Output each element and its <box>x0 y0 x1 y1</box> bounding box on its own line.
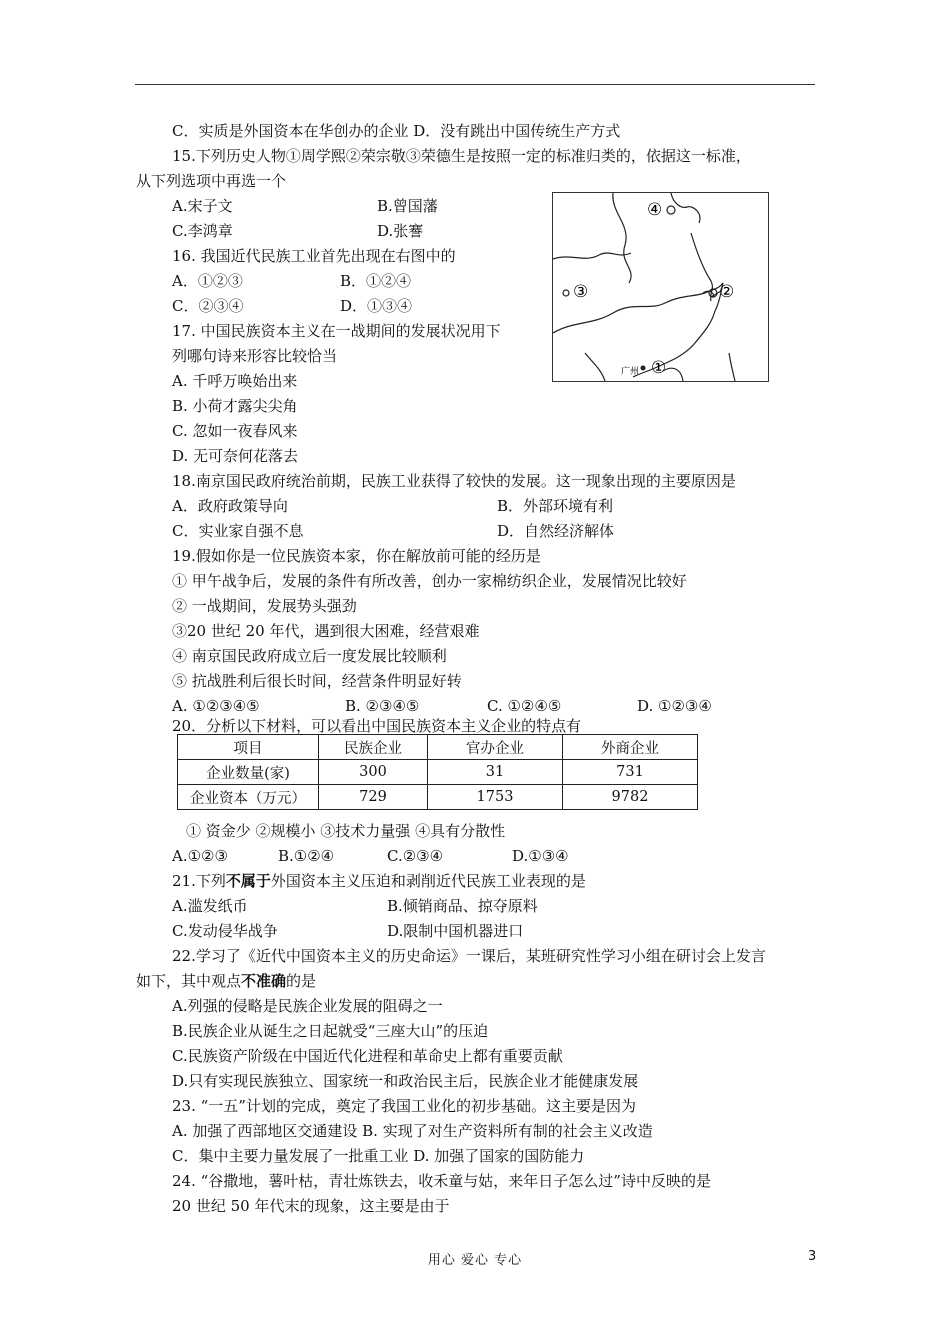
table-row <box>178 760 698 785</box>
text-line: C.②③④ <box>387 847 444 865</box>
map-label-3: ③ <box>573 282 589 302</box>
question-21: 21.下列不属于外国资本主义压迫和剥削近代民族工业表现的是 <box>172 872 586 890</box>
text-line: ② 一战期间，发展势头强劲 <box>172 597 357 615</box>
text-line: ① 甲午战争后，发展的条件有所改善，创办一家棉纺织企业，发展情况比较好 <box>172 572 687 590</box>
text-line: A.滥发纸币 <box>172 897 248 915</box>
table-cell: 729 <box>319 785 428 810</box>
text-line: 列哪句诗来形容比较恰当 <box>172 347 338 365</box>
table-cell: 300 <box>319 760 428 785</box>
text-line: 20．分析以下材料，可以看出中国民族资本主义企业的特点有 <box>172 717 582 735</box>
map-city-label: 广州 <box>621 367 640 377</box>
text-line: C.李鸿章 <box>172 222 233 240</box>
table-cell: 31 <box>428 760 563 785</box>
text-line: A．政府政策导向 <box>172 497 288 515</box>
table-cell: 1753 <box>428 785 563 810</box>
question-22-cont: 如下，其中观点不准确的是 <box>136 972 317 990</box>
text-line: C.发动侵华战争 <box>172 922 278 940</box>
text-line: C．实业家自强不息 <box>172 522 304 540</box>
text-line: B.曾国藩 <box>377 197 438 215</box>
text-line: A．①②③ <box>172 272 243 290</box>
text-line: 23. “一五”计划的完成，奠定了我国工业化的初步基础。这主要是因为 <box>172 1097 636 1115</box>
table-header: 项目 <box>178 735 319 760</box>
text-line: D.①③④ <box>512 847 569 865</box>
text-line: C．集中主要力量发展了一批重工业 D. 加强了国家的国防能力 <box>172 1147 585 1165</box>
text-line: ⑤ 抗战胜利后很长时间，经营条件明显好转 <box>172 672 462 690</box>
page-number: 3 <box>808 1249 817 1264</box>
map-label-2: ② <box>719 282 735 302</box>
text-line: D.张謇 <box>377 222 424 240</box>
text-line: B.①②④ <box>278 847 335 865</box>
text-line: 22.学习了《近代中国资本主义的历史命运》一课后，某班研究性学习小组在研讨会上发言 <box>172 947 766 965</box>
text-line: C. ①②④⑤ <box>487 697 562 715</box>
table-header: 外商企业 <box>563 735 698 760</box>
map-label-4: ④ <box>647 200 663 220</box>
text-line: 17. 中国民族资本主义在一战期间的发展状况用下 <box>172 322 501 340</box>
table-cell: 731 <box>563 760 698 785</box>
text-line: D．①③④ <box>340 297 413 315</box>
table-cell: 企业资本（万元） <box>178 785 319 810</box>
text-line: A. 千呼万唤始出来 <box>172 372 298 390</box>
text-line: D.限制中国机器进口 <box>387 922 524 940</box>
text-line: ④ 南京国民政府成立后一度发展比较顺利 <box>172 647 447 665</box>
text-line: D. ①②③④ <box>637 697 712 715</box>
text-line: C.民族资产阶级在中国近代化进程和革命史上都有重要贡献 <box>172 1047 563 1065</box>
page-footer: 用心 爱心 专心 <box>427 1253 523 1268</box>
text-line: B．①②④ <box>340 272 412 290</box>
text-line: ① 资金少 ②规模小 ③技术力量强 ④具有分散性 <box>186 822 506 840</box>
china-coast-map <box>552 192 769 382</box>
text-line: A. ①②③④⑤ <box>172 697 260 715</box>
text-line: 16. 我国近代民族工业首先出现在右图中的 <box>172 247 456 265</box>
enterprise-table <box>177 734 698 810</box>
map-drawing <box>553 193 768 381</box>
text-line: 19.假如你是一位民族资本家，你在解放前可能的经历是 <box>172 547 541 565</box>
text-line: B. 小荷才露尖尖角 <box>172 397 298 415</box>
text-line: A.宋子文 <box>172 197 233 215</box>
text-line: D．自然经济解体 <box>497 522 615 540</box>
text-line: 15.下列历史人物①周学熙②荣宗敬③荣德生是按照一定的标准归类的，依据这一标准， <box>172 147 751 165</box>
text-line: C．②③④ <box>172 297 244 315</box>
text-line: ③20 世纪 20 年代，遇到很大困难，经营艰难 <box>172 622 480 640</box>
table-cell: 企业数量(家) <box>178 760 319 785</box>
text-line: D. 无可奈何花落去 <box>172 447 299 465</box>
text-line: 20 世纪 50 年代末的现象，这主要是由于 <box>172 1197 450 1215</box>
table-header: 官办企业 <box>428 735 563 760</box>
text-line: 18.南京国民政府统治前期，民族工业获得了较快的发展。这一现象出现的主要原因是 <box>172 472 736 490</box>
text-line: A.列强的侵略是民族企业发展的阻碍之一 <box>172 997 443 1015</box>
text-line: B．外部环境有利 <box>497 497 614 515</box>
text-line: C. 忽如一夜春风来 <box>172 422 298 440</box>
text-line: 从下列选项中再选一个 <box>136 172 287 190</box>
header-rule <box>135 84 815 85</box>
text-line: A. 加强了西部地区交通建设 B. 实现了对生产资料所有制的社会主义改造 <box>172 1122 653 1140</box>
text-line: B.民族企业从诞生之日起就受“三座大山”的压迫 <box>172 1022 489 1040</box>
text-line: 24. “谷撒地，薯叶枯，青壮炼铁去，收禾童与姑，来年日子怎么过”诗中反映的是 <box>172 1172 711 1190</box>
text-line: B.倾销商品、掠夺原料 <box>387 897 538 915</box>
text-line: A.①②③ <box>172 847 228 865</box>
table-row <box>178 785 698 810</box>
text-line: C．实质是外国资本在华创办的企业 D．没有跳出中国传统生产方式 <box>172 122 621 140</box>
table-cell: 9782 <box>563 785 698 810</box>
text-line: D.只有实现民族独立、国家统一和政治民主后，民族企业才能健康发展 <box>172 1072 639 1090</box>
table-header: 民族企业 <box>319 735 428 760</box>
map-label-1: ① <box>651 358 667 378</box>
text-line: B. ②③④⑤ <box>345 697 420 715</box>
